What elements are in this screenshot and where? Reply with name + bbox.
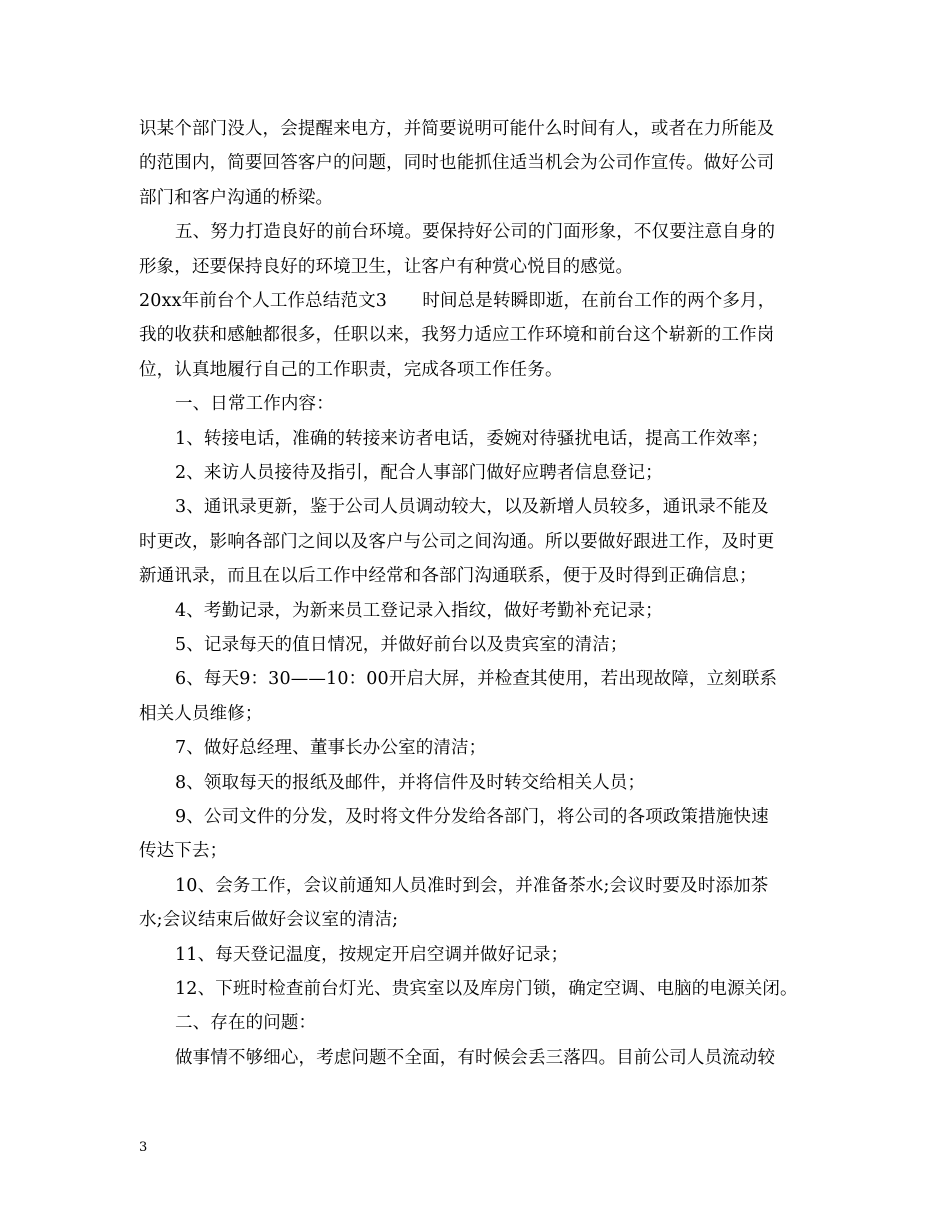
text-line: 一、日常工作内容： <box>175 394 334 415</box>
text-line: 传达下去； <box>139 841 228 862</box>
text-line: 水;会议结束后做好会议室的清洁; <box>139 910 399 931</box>
text-line: 五、努力打造良好的前台环境。要保持好公司的门面形象，不仅要注意自身的 <box>175 222 776 243</box>
text-line: 20xx年前台个人工作总结范文3 时间总是转瞬即逝，在前台工作的两个多月， <box>139 291 776 311</box>
text-line: 6、每天9：30——10：00开启大屏，并检查其使用，若出现故障，立刻联系 <box>175 669 778 690</box>
text-line: 7、做好总经理、董事长办公室的清洁； <box>175 738 487 759</box>
text-line: 二、存在的问题： <box>175 1013 317 1034</box>
text-line: 9、公司文件的分发，及时将文件分发给各部门，将公司的各项政策措施快速 <box>175 807 769 827</box>
text-line: 做事情不够细心，考虑问题不全面，有时候会丢三落四。目前公司人员流动较 <box>175 1047 776 1068</box>
text-line: 12、下班时检查前台灯光、贵宾室以及库房门锁，确定空调、电脑的电源关闭。 <box>175 979 798 999</box>
text-line: 8、领取每天的报纸及邮件，并将信件及时转交给相关人员； <box>175 772 646 793</box>
text-line: 10、会务工作，会议前通知人员准时到会，并准备茶水;会议时要及时添加茶 <box>175 875 769 896</box>
text-line: 位，认真地履行自己的工作职责，完成各项工作任务。 <box>139 359 563 380</box>
text-line: 4、考勤记录，为新来员工登记录入指纹，做好考勤补充记录； <box>175 600 663 621</box>
text-line: 相关人员维修； <box>139 703 263 724</box>
text-line: 新通讯录，而且在以后工作中经常和各部门沟通联系，便于及时得到正确信息； <box>139 566 757 587</box>
text-line: 时更改，影响各部门之间以及客户与公司之间沟通。所以要做好跟进工作，及时更 <box>139 531 775 552</box>
text-line: 3、通讯录更新，鉴于公司人员调动较大，以及新增人员较多，通讯录不能及 <box>175 497 769 518</box>
text-line: 部门和客户沟通的桥梁。 <box>139 187 334 208</box>
page-number: 3 <box>139 1140 148 1155</box>
text-line: 我的收获和感触都很多，任职以来，我努力适应工作环境和前台这个崭新的工作岗 <box>139 325 775 346</box>
text-line: 2、来访人员接待及指引，配合人事部门做好应聘者信息登记； <box>175 463 663 483</box>
text-line: 11、每天登记温度，按规定开启空调并做好记录； <box>175 944 569 965</box>
text-line: 形象，还要保持良好的环境卫生，让客户有种赏心悦目的感觉。 <box>139 256 634 277</box>
text-line: 识某个部门没人，会提醒来电方，并简要说明可能什么时间有人，或者在力所能及 <box>139 119 775 139</box>
text-line: 1、转接电话，准确的转接来访者电话，委婉对待骚扰电话，提高工作效率； <box>175 428 769 449</box>
text-line: 的范围内，简要回答客户的问题，同时也能抓住适当机会为公司作宣传。做好公司 <box>139 153 775 174</box>
text-line: 5、记录每天的值日情况，并做好前台以及贵宾室的清洁； <box>175 635 628 655</box>
